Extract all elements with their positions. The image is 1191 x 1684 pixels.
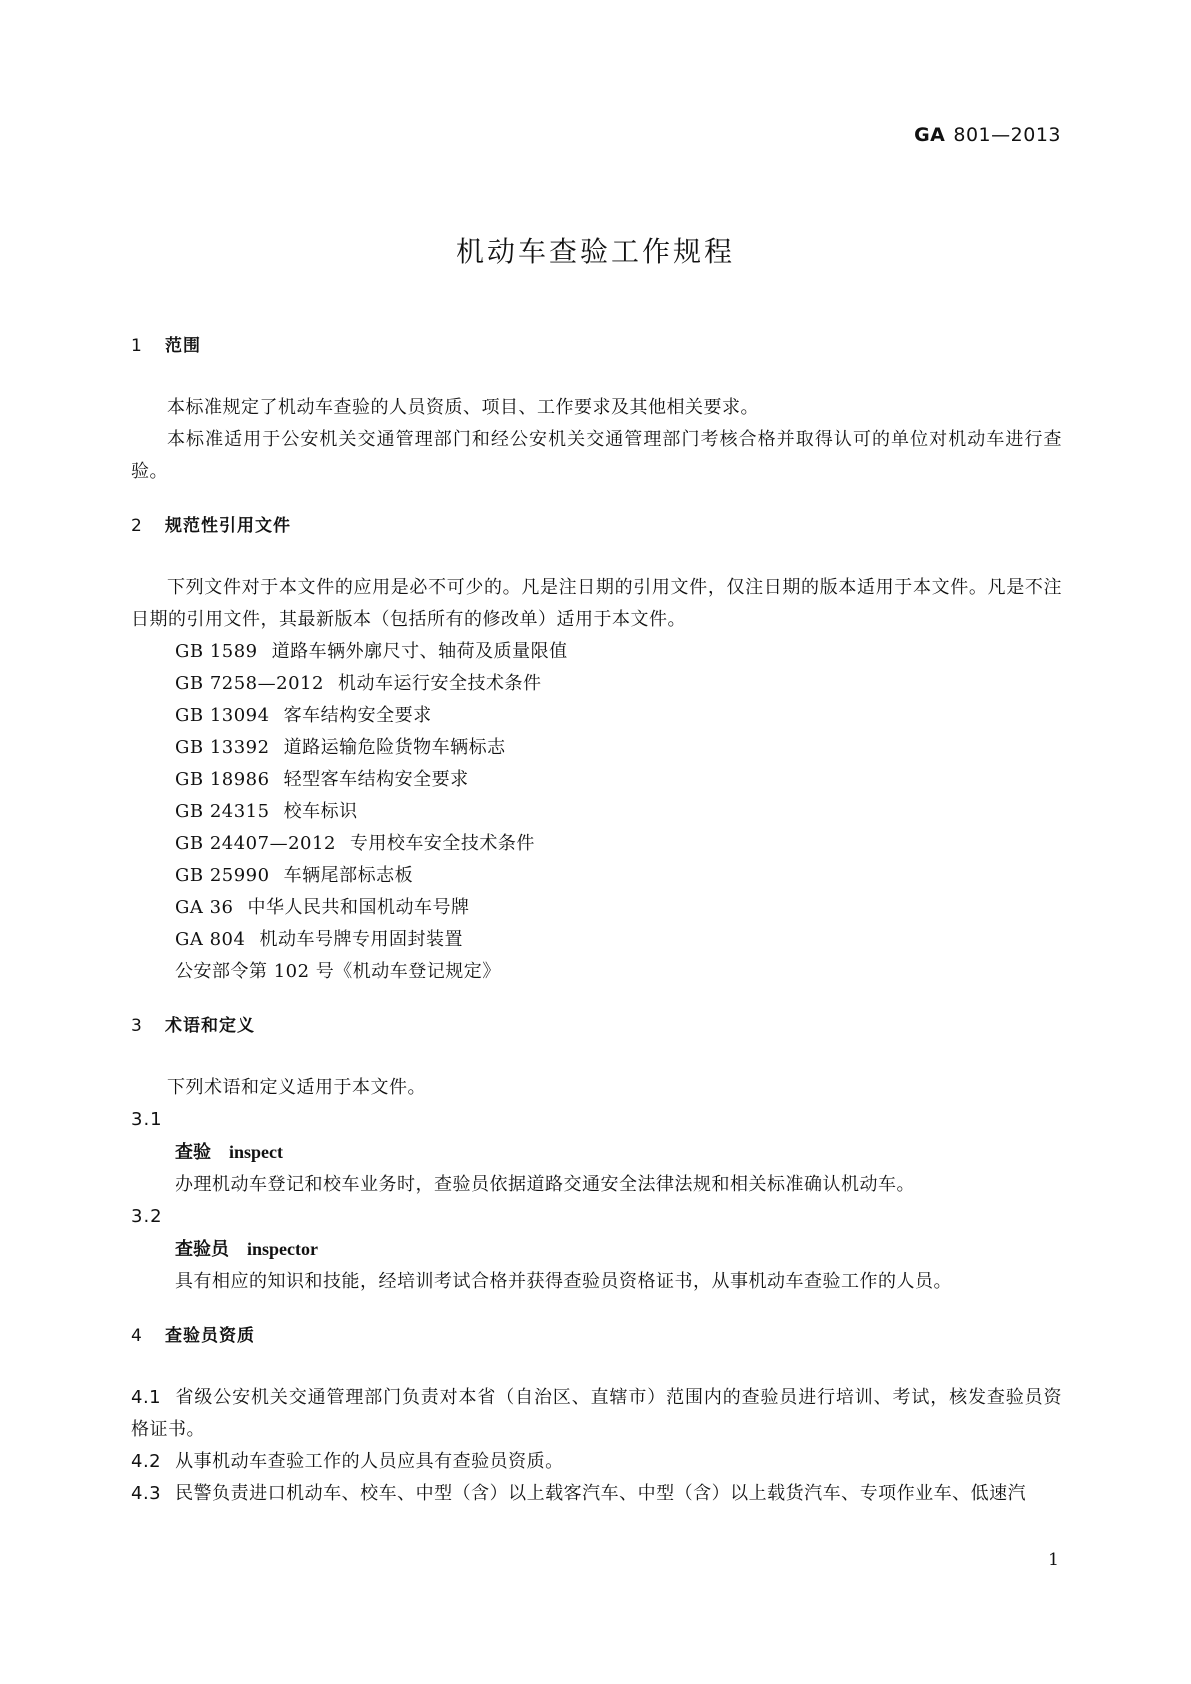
reference-item: GB 13392 道路运输危险货物车辆标志 bbox=[175, 737, 506, 758]
term-heading: 查验 inspect bbox=[175, 1142, 283, 1163]
term-heading: 查验员 inspector bbox=[175, 1239, 318, 1260]
section-2-heading: 2 规范性引用文件 bbox=[131, 516, 291, 536]
paragraph: 本标准适用于公安机关交通管理部门和经公安机关交通管理部门考核合格并取得认可的单位对机动车进行查验。 bbox=[131, 429, 1062, 482]
section-1-heading: 1 范围 bbox=[131, 336, 201, 356]
reference-item: GB 1589 道路车辆外廓尺寸、轴荷及质量限值 bbox=[175, 641, 568, 662]
reference-item: GB 13094 客车结构安全要求 bbox=[175, 705, 432, 726]
clause-item: 4.3 民警负责进口机动车、校车、中型（含）以上载客汽车、中型（含）以上载货汽车、专项作业车、低速汽 bbox=[131, 1483, 1027, 1504]
reference-item: GB 24407—2012 专用校车安全技术条件 bbox=[175, 833, 535, 854]
reference-item: GB 25990 车辆尾部标志板 bbox=[175, 865, 414, 886]
paragraph: 下列文件对于本文件的应用是必不可少的。凡是注日期的引用文件，仅注日期的版本适用于本文件。凡是不注日期的引用文件，其最新版本（包括所有的修改单）适用于本文件。 bbox=[131, 577, 1062, 630]
document-title: 机动车查验工作规程 bbox=[455, 235, 735, 268]
standard-number: 801—2013 bbox=[953, 124, 1061, 146]
standard-prefix: GA bbox=[914, 124, 946, 146]
term-number: 3.2 bbox=[131, 1206, 163, 1227]
reference-item: GA 36 中华人民共和国机动车号牌 bbox=[175, 897, 470, 918]
term-definition: 具有相应的知识和技能，经培训考试合格并获得查验员资格证书，从事机动车查验工作的人员。 bbox=[175, 1271, 952, 1292]
term-number: 3.1 bbox=[131, 1109, 163, 1130]
reference-item: GB 24315 校车标识 bbox=[175, 801, 358, 822]
term-definition: 办理机动车登记和校车业务时，查验员依据道路交通安全法律法规和相关标准确认机动车。 bbox=[175, 1174, 915, 1195]
reference-item: 公安部令第 102 号《机动车登记规定》 bbox=[175, 961, 501, 982]
clause-item: 4.2 从事机动车查验工作的人员应具有查验员资质。 bbox=[131, 1451, 564, 1472]
document-body bbox=[131, 330, 1062, 1510]
paragraph: 本标准规定了机动车查验的人员资质、项目、工作要求及其他相关要求。 bbox=[167, 397, 759, 418]
clause-item: 4.1 省级公安机关交通管理部门负责对本省（自治区、直辖市）范围内的查验员进行培训、考试，核发查验员资格证书。 bbox=[131, 1387, 1062, 1440]
reference-item: GB 18986 轻型客车结构安全要求 bbox=[175, 769, 469, 790]
paragraph: 下列术语和定义适用于本文件。 bbox=[167, 1077, 426, 1098]
section-4-heading: 4 查验员资质 bbox=[131, 1326, 255, 1346]
standard-code bbox=[914, 124, 1061, 146]
reference-item: GA 804 机动车号牌专用固封装置 bbox=[175, 929, 463, 950]
page-number: 1 bbox=[1048, 1550, 1059, 1570]
reference-item: GB 7258—2012 机动车运行安全技术条件 bbox=[175, 673, 542, 694]
section-3-heading: 3 术语和定义 bbox=[131, 1016, 255, 1036]
